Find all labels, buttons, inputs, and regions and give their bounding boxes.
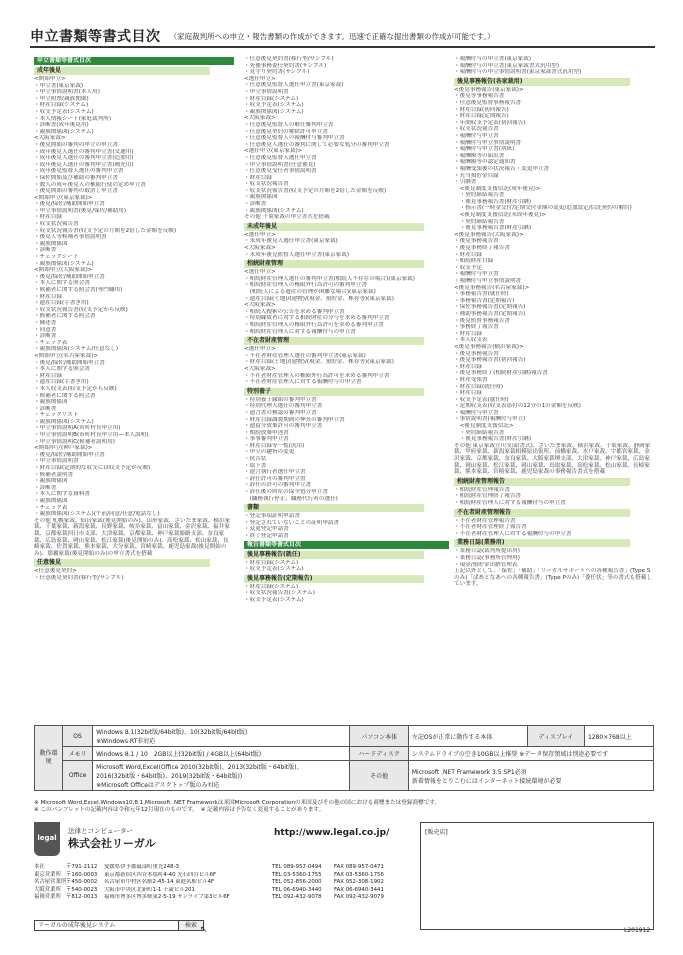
list-item: ・収支予定表(システム) (244, 566, 304, 573)
list-item: ・相続財産管理人に対する報酬付与の申立書 (244, 328, 356, 335)
office-value: Microsoft Word,Excel(Office 2010(32bit版)、2013(32bit版・64bit版)、 2016(32bit版・64bit版)、2019(32bit版・64bit版)) ※Microsoft Officeはデスクトップ版のみ対応 (93, 761, 350, 791)
list-item: ・後見事務報告書(初回報告) (454, 357, 526, 364)
list-item: ・陳述書 (34, 319, 57, 326)
list-item: ・成年後見人選任の審判申立書(追加用) (34, 155, 134, 162)
office-name: 大阪営業所 (34, 886, 61, 893)
section-heading: 不在者財産管理 (244, 337, 424, 345)
list-item: ・事情説明書(報酬付与申立) (454, 416, 526, 423)
office-name: 福岡営業所 (34, 894, 61, 901)
list-item: <開始申立(大阪家裁)> (34, 267, 93, 274)
list-item: ・財産目録 (454, 390, 482, 397)
list-item: <選任申立> (244, 75, 276, 82)
list-item: ・収支状況報告書(収支予定の月額を2倍した金額を反映) (244, 187, 387, 194)
list-item: ・収支状況報告書 (34, 221, 79, 228)
list-item: <後見制度支援信託> (454, 423, 514, 430)
list-item: ・年間収支予定表(初回報告) (454, 119, 526, 126)
list-item: ・チェック表 (34, 339, 68, 346)
list-item: ・申立事情説明書 (244, 88, 289, 95)
list-item: ・見守り契約書(サンプル) (244, 69, 310, 76)
office-address: 愛媛県伊予郡砥部町重光248-3 (104, 864, 179, 870)
list-item: ・任意後見受任者事情説明書 (244, 168, 317, 175)
list-item: ・診断書 (34, 484, 57, 491)
list-item: ・後見開始の審判の申立の申立書 (34, 141, 118, 148)
office-zip: 〒812-0013 (66, 894, 98, 901)
list-item: ・財産目録 (454, 330, 482, 337)
list-item: ・本人に関する資料書 (34, 491, 90, 498)
list-item: <選任申立> (244, 269, 276, 276)
list-item: ・事務報告書(就任時) (454, 291, 509, 298)
list-item: ・報酬受領後の状況報告・変更申立書 (454, 165, 550, 172)
office-row (34, 864, 444, 872)
office-row (34, 879, 444, 887)
list-item: ・終了登記申請書 (244, 533, 289, 539)
list-item: <大阪家裁> (244, 365, 276, 372)
list-item: ・後見事務終了報告書 (454, 245, 510, 252)
list-item: ・契約締結報告書 (454, 429, 505, 436)
list-item: 上記以外として、「保佐」「補助」「リーガルサポートへの各種報告書」(Type Sのみ)「ぱあとなあへの各種報告書」(Type Pのみ)「委任状」等の書式も搭載しています。 (454, 568, 652, 588)
list-item: ・財産目録(土地)/(建物)/(現金、預貯金、株券等)(東京家裁) (244, 359, 394, 366)
list-item: ・契約締結報告書 (454, 218, 505, 225)
list-item: ・収支状況報告書(収支予定から反映) (34, 306, 128, 313)
company-logo: legal (34, 822, 60, 856)
list-item: <後見事務報告(大阪家裁)> (454, 231, 524, 238)
system-requirements-table (34, 725, 654, 791)
env-label: 動作環境 (35, 726, 63, 791)
list-item: <後見事務報告(横浜家裁)> (454, 343, 524, 350)
list-item: ・後見/保佐/補助開始申立書 (34, 273, 105, 280)
footnote: ※ Microsoft Word,Excel,Windows10,8.1,Microsoft .NET Frameworkは米国Microsoft Corporationの米国及びその他の国における商標または登録商標です。 (34, 800, 440, 806)
list-item: ・申立の趣旨の変更 (244, 449, 295, 456)
list-item: ・相続財産管理人に対する報酬付与の申立書 (454, 500, 566, 506)
list-item: ・後見/保佐/補助開始申立書 (34, 201, 105, 208)
other-value: Microsoft .NET Framework 3.5 SP1必須 新着情報をとりこむにはインターネット接続環境が必要 (408, 761, 653, 791)
office-tel: TEL 052-856-2000 (272, 879, 322, 886)
list-item: <大阪家裁> (34, 135, 66, 142)
dealer-label: [販売店] (425, 829, 448, 836)
list-item: <後見事務報告(東京家裁)> (454, 86, 524, 93)
list-item: ・後見/保佐/補助開始申立書 (34, 451, 105, 458)
page-subtitle: （家庭裁判所への申立・報告書類の作成ができます。迅速で正確な提出書類の作成が可能です。） (169, 32, 495, 41)
list-item: ・補助事務報告書(定期報告) (454, 310, 526, 317)
list-item: ・相続財産管理終了報告書 (454, 493, 522, 500)
list-item: ・財産目録(初回報告) (454, 106, 509, 113)
search-input[interactable]: リーガルの成年後見システム (34, 920, 204, 931)
office-tel: TEL 092-432-9078 (272, 894, 322, 901)
list-item: ・特別代理人選任の審判申立書 (244, 403, 323, 410)
section-heading: 未成年後見 (244, 223, 424, 231)
list-item: ・報酬付与の申立書(東京家裁書式汎用型) (454, 62, 560, 69)
list-item: ・報酬付与申立書 (454, 132, 499, 139)
list-item: ・報酬付与申立書 (454, 271, 499, 278)
list-item: ・申立書(東京家裁) (34, 82, 84, 89)
list-item: ・任意後見契約書(移行型/サンプル) (34, 574, 124, 581)
pc-value: 左記OSが正常に動作する本体 (408, 726, 527, 747)
office-address: 東京都新宿区四谷本塩町4-40 光石四谷ビル6F (104, 871, 217, 878)
list-item: ・収支予定表(システム) (244, 596, 304, 603)
company-url[interactable]: http://www.legal.co.jp/ (274, 828, 390, 838)
list-item: ・チェックリスト (34, 412, 79, 419)
list-item: ・親族関係図(システム) (244, 207, 304, 214)
list-item: ・遺産目録(手書き用) (34, 300, 89, 307)
list-item: ・成年後見監督人選任の審判申立書 (34, 168, 124, 175)
list-item: ・後見等事務報告書 (454, 93, 505, 100)
list-item: ・財産目録 (34, 293, 62, 300)
list-item: ・不在者財産管理人選任の審判申立書(東京家裁) (244, 352, 366, 359)
list-item: (相続人による遺産の管理が困難な場合)(東京家裁) (244, 289, 376, 295)
office-tel: TEL 089-957-0494 (272, 864, 322, 870)
list-item: ・候補者に関する照会書 (34, 392, 96, 399)
list-item: <後見事務報告(名古屋家裁)> (454, 284, 530, 291)
os-value: Windows 8.1(32bit版/64bit版)、10(32bit版/64bit版) ※Windows RT非対応 (93, 726, 350, 747)
list-item: ・成年後見人選任の審判申立書(交通用) (34, 148, 134, 155)
office-name: 東京営業所 (34, 871, 61, 878)
list-item: ・申立附票(親族関係) (34, 95, 89, 102)
office-address: 大阪市中央区北新町1-1 千歳ビル201 (104, 886, 195, 893)
footnote: ※ このパンフレットの記載内容は令和元年12月現在のものです。 ※ 記載内容は予告なく変更することがあります。 (34, 807, 325, 813)
section-heading: 業務日誌(業務用) (454, 539, 630, 547)
list-item: ・親族関係図(システム) (34, 260, 94, 267)
list-item: ・特別縁故者に対する相続財産の分与を求める審判申立書 (244, 315, 390, 322)
section-heading: 不在者財産管理報告 (454, 509, 630, 517)
list-item: <後見制度支援信託(未成年後見)> (454, 212, 547, 219)
office-address: 名古屋市中村区名駅2-45-14 東進名駅ビル4F (104, 879, 215, 886)
list-item: ・収支状況報告書 (244, 181, 289, 188)
list-item: ・数人の成年後見人の権限行使の定め申立書 (34, 181, 146, 188)
list-item: ・親族関係図 (244, 194, 278, 201)
list-item: ・親族関係図(システム) (34, 418, 94, 425)
list-item: ・親族関係図(システム/任意なし) (34, 346, 119, 353)
list-item: ・登記されていないことの証明申請書 (244, 519, 340, 526)
list-item: ・財産目録 (454, 363, 482, 370)
office-name: 本社 (34, 864, 45, 870)
list-item: ・報酬付与申立事情説明書 (454, 278, 522, 284)
list-item: ・報酬付与の申立事情説明書(東京家裁書式汎用型) (454, 69, 582, 76)
list-item: ・本人収支表 (454, 337, 488, 344)
list-item: ・チェックシート (34, 254, 79, 261)
list-item: ・抗告状 (244, 456, 267, 463)
list-item: ・報酬付与申立書(別紙) (454, 146, 515, 153)
list-item: <選任申立(東京家裁)> (244, 148, 303, 155)
list-item: ・報酬付与申立書 (454, 409, 499, 416)
list-item: ・申立事情説明B(市町村長申立用―本人説明) (34, 432, 149, 439)
list-item: ・辞任許可の審判申立書 (244, 475, 306, 482)
catalog-column-3 (454, 56, 654, 716)
list-item: ・後見事務報告書 (454, 238, 499, 245)
list-item: ・親族関係図(システム) (34, 128, 94, 135)
list-item: ・辞任の許可の審判申立書 (244, 482, 312, 489)
list-item: ・後見事務報告書(財産引継) (454, 225, 532, 232)
list-item: ・親族関係図(システム)(午前/同意/任意/電話なし) (34, 511, 160, 518)
list-item: ・任意後見監督人選任申立書 (244, 154, 317, 161)
list-item: ・引継書 (454, 179, 477, 186)
list-item: ・収支状況報告書 (454, 126, 499, 133)
list-item: <開始申立(東京家裁)> (34, 194, 93, 201)
list-item: ・申立事情説明書(本人用) (34, 89, 100, 96)
list-item: ・後見開始の審判の取消し申立書 (34, 188, 118, 195)
list-item: ・不在者財産管理終了報告書 (454, 524, 527, 531)
section-heading: 後見事務報告(各家裁用) (454, 78, 630, 86)
memory-label: メモリ (63, 747, 93, 761)
office-zip: 〒160-0003 (66, 871, 98, 878)
list-item: ・遺留分放棄許可の審判申立書 (244, 423, 323, 430)
list-item: ・財産目録 (34, 372, 62, 379)
pc-label: パソコン本体 (350, 726, 408, 747)
office-zip: 〒791-2112 (66, 864, 98, 870)
memory-value: Windows 8.1 / 10 2GB以上(32bit版) / 4GB以上(64bit版) (93, 747, 350, 761)
list-item: ・財産目録(定期的な収支には収支予定が反映) (34, 465, 151, 472)
list-item: <開始申立(名古屋家裁)> (34, 352, 99, 359)
list-item: ・親族関係図 (34, 498, 68, 504)
office-fax: FAX 092-432-9079 (334, 894, 384, 901)
catalog-column-1 (34, 56, 234, 716)
list-item: ・任意後見人選任の審判に関して必要な処分の審判申立書 (244, 141, 390, 148)
list-item: ・遺言書の検認の審判申立書 (244, 409, 317, 416)
list-item: ・遺産目録(手書き用) (34, 379, 89, 386)
list-item: ・収支状況報告書(収支予定の月額を2倍した金額を反映) (34, 227, 177, 234)
list-item: ・診断書 (34, 405, 57, 412)
list-item: ・親族関係図 (34, 240, 68, 247)
list-item: ・指示書(一時金交付/定期交付金額の変更/追加設定/信託契約の解約) (454, 205, 632, 212)
list-item: ・報酬付与の申立書(東京家裁) (454, 56, 532, 62)
office-fax: FAX 06-6940-3441 (334, 886, 384, 893)
list-item: ・任意後見監督人の解任審判申立書 (244, 121, 334, 128)
list-item: ・業務日誌(事務所管理用) (454, 554, 520, 561)
list-item: <開始申立(神戸家裁)> (34, 445, 93, 452)
display-label: ディスプレイ (527, 726, 584, 747)
office-label: Office (63, 761, 93, 791)
dealer-box (420, 822, 654, 930)
section-heading: 後見事務報告(定期報告) (244, 575, 424, 583)
list-item: ・財産目録(システム) (244, 95, 299, 102)
list-item: ・死後事務委任契約書(サンプル) (244, 62, 327, 69)
list-item: ・相続財産管理人の権限外行為許可を求める審判申立書 (244, 321, 384, 328)
list-item: <大阪家裁> (244, 115, 276, 122)
office-fax: FAX 089-957-0471 (334, 864, 384, 870)
other-label: その他 (350, 761, 408, 791)
section-heading: 成年後見 (34, 67, 210, 75)
list-item: ・定期収支表(収支表添付の12分の1の金額を反映) (454, 403, 581, 410)
office-zip: 〒450-0002 (66, 879, 98, 886)
list-item: ・収支予定表(システム) (244, 102, 304, 109)
list-item: ・後見/保佐/補助開始申立書 (34, 359, 105, 366)
list-item: ・収支予定表(就任時) (454, 396, 509, 403)
list-item: ・候補者に関する照会書(専門職用) (34, 287, 123, 293)
list-item: ・財産目録 (34, 214, 62, 221)
section-heading: 相続財産管理報告 (454, 478, 630, 486)
office-zip: 〒540-0023 (66, 886, 98, 893)
list-item: ・相続財産管理人の権限外行為許可の審判申立書 (244, 282, 368, 289)
list-item: その他 千葉家裁の申立書式を搭載 (244, 214, 330, 221)
office-list (34, 864, 444, 902)
list-item: ・申立事情説明A(市町村長申立用) (34, 425, 121, 432)
office-name: 名古屋営業所 (34, 879, 67, 886)
list-item: ・親族関係図 (34, 399, 68, 406)
list-item: ・財産受領書 (454, 376, 488, 383)
list-item: ・候補者に関する照会書 (34, 313, 96, 320)
list-item: ・未成年後見監督人選任申立書(東京家裁) (244, 251, 350, 258)
list-item: ・業務日誌(裁判所提出用) (454, 548, 520, 555)
list-item: ・任意後見監督人選任申立書(東京家裁) (244, 82, 344, 89)
list-item: ・財産目録(システム) (34, 102, 89, 109)
list-item: ・財産目録(就任時) (454, 383, 504, 390)
list-item: <選任申立> (244, 346, 276, 353)
list-item: ・財産目録 (454, 251, 482, 258)
list-item: ・不在者財産管理人の権限外行為許可を求める審判申立書 (244, 372, 390, 379)
list-item: ・本人情報シート(家庭裁判所) (34, 115, 112, 122)
list-item: ・不在者財産管理人に対する報酬付与の申立書 (244, 379, 362, 386)
list-item: ・後見人等候補者事情説明書 (34, 234, 107, 241)
section-heading: 後見事務報告(就任) (244, 551, 424, 559)
list-item: ・候補者説明書 (34, 471, 74, 478)
office-fax: FAX 052-308-1902 (334, 879, 384, 886)
list-item: ・任意後見監督事務報告書 (454, 99, 522, 106)
list-item: ・財産目録 (244, 174, 272, 181)
section-heading: 任意後見 (34, 559, 210, 567)
list-item: ・診断書 (34, 333, 57, 340)
list-item: ・診断書 (34, 247, 57, 254)
list-item: ・任意後見契約の解除許可申立書 (244, 128, 328, 135)
list-item: ・報酬額等の届出書 (454, 152, 505, 159)
list-item: ・親族関係図(システム) (244, 108, 304, 115)
list-item: ・財産目録(システム) (244, 559, 299, 566)
list-item: ・不在者財産管理人に対する報酬付与の申立書 (454, 530, 572, 537)
list-item: ・契約締結報告書 (454, 192, 505, 199)
list-item: ・遺産目録(土地)/(建物)/(現金、預貯金、株券等)(東京家裁) (244, 295, 394, 302)
list-item: ・保佐開始及び補助の審判申立書 (34, 174, 118, 181)
harddisk-label: ハードディスク (350, 747, 408, 761)
list-item: ・後見事務報告書 (454, 350, 499, 357)
office-address: 福岡市博多区博多駅東2-5-19 サンライフ第3ビル6F (104, 894, 230, 901)
list-item: ・本人収支表(収支予定から反映) (34, 385, 117, 392)
list-item: ・チェック表 (34, 504, 68, 511)
company-slogan: 法律とコンピューター (68, 827, 133, 835)
list-item: ・後見事務終了(相続財産引継)報告書 (454, 370, 548, 377)
catalog-header: 申立書類等書式目次 (34, 57, 234, 65)
section-heading: 特別養子 (244, 388, 424, 396)
page-header (30, 26, 655, 48)
list-item: ・申立事情説明書(後見/保佐/補助用) (34, 207, 127, 214)
list-item: ・変更登記申請書 (244, 526, 289, 533)
list-item: ・後見事務報告書(財産引継) (454, 436, 532, 443)
list-item: ・後見監督事務報告書 (454, 317, 510, 324)
list-item: ・親族関係図 (34, 478, 68, 485)
catalog-header: 報告書類等書式目次 (244, 541, 449, 549)
list-item: ・登記事項証明申請書 (244, 513, 300, 520)
list-item: ・収支状況報告書(システム) (244, 590, 315, 597)
list-item: ・事務終了報告書 (454, 324, 499, 331)
list-item: ・取下書 (244, 462, 267, 469)
list-item: ・充当預貯金目録 (454, 172, 499, 179)
office-tel: TEL 06-6940-3440 (272, 886, 322, 893)
list-item: ・財産目録(システム) (244, 583, 299, 590)
search-button[interactable]: 検索 (178, 920, 204, 931)
list-item: <開始申立> (34, 76, 66, 82)
list-item: ・相続財産目録 (454, 258, 494, 265)
list-item: (職務執行停止、職務代行者の選任) (244, 495, 338, 502)
office-fax: FAX 03-5360-1756 (334, 871, 384, 878)
office-tel: TEL 03-5360-1755 (272, 871, 322, 878)
section-heading: 相続財産管理 (244, 260, 424, 268)
list-item: ・本人に関する照会書 (34, 366, 90, 373)
list-item: <選任申立> (244, 231, 276, 238)
list-item: <大阪家裁> (244, 245, 276, 252)
list-item: ・報酬付与申立事情説明書 (454, 139, 522, 146)
list-item: ・後見事務報告書(財産引継) (454, 198, 532, 205)
list-item: ・同意書 (34, 326, 57, 333)
list-item: <後見制度支援信託(成年後見)> (454, 185, 541, 192)
list-item: <大阪家裁> (244, 302, 276, 309)
harddisk-value: システムドライブの空き10GB以上推奨 ※データ保存領域は別途必要です (408, 747, 653, 761)
list-item: ・財産目録調製期間の伸長の審判申立書 (244, 416, 345, 423)
list-item: ・成年後見人選任の審判申立書(補充用) (34, 161, 134, 168)
cursor-icon: ↖ (200, 925, 208, 935)
list-item: <任意後見契約> (34, 568, 77, 575)
list-item: ・申立事情説明書(任意後見) (244, 161, 316, 168)
list-item: ・事事審判申立書 (244, 436, 289, 443)
list-item: その他 東京家裁立川支部(書式)、さいたま家裁、横浜家裁、千葉家裁、静岡家裁、甲府家裁、新潟家裁相模原出張所、前橋家裁、水戸家裁、宇都宮家裁、金沢家裁、京都家裁、奈良家裁、大阪家裁堺支部、大津家裁、神戸家裁、広島家裁、岡山家裁、松江家裁、岡山家裁、鳥取家裁、高松家裁、松山家裁、長崎家裁、熊本家裁、宮崎家裁、鹿児島家裁の事務報告書式を搭載 (454, 442, 651, 476)
list-item: ・報酬額等の認定通知書 (454, 159, 516, 166)
list-item: ・保佐事務報告書(定期報告) (454, 304, 526, 311)
document-code: L201912 (624, 927, 651, 934)
office-row (34, 894, 444, 902)
list-item: ・収支予定 (454, 264, 482, 271)
list-item: ・不在者財産管理報告書 (454, 517, 516, 524)
list-item: ・収支予定表(システム) (34, 108, 94, 115)
footnotes (34, 800, 654, 814)
list-item: ・事務報告書(定期報告) (454, 297, 515, 304)
list-item: ・申立事情説明書 (34, 458, 79, 465)
list-item: ・本人に関する照会書 (34, 280, 90, 287)
list-item: ・辞任後の財産の保全処分申立書 (244, 489, 328, 496)
catalog-columns (34, 56, 654, 716)
list-item: ・財産目録(定期報告) (454, 113, 509, 120)
list-item: ・財産目録等一覧(汎用) (244, 442, 305, 449)
list-item: ・相続財産管理人選任の審判申立書(相続人不存在の場合)(東京家裁) (244, 275, 415, 282)
list-item: ・現金/預貯金出納管理表 (454, 561, 518, 568)
list-item: ・任意後見契約書(移行型/サンプル) (244, 56, 334, 62)
display-value: 1280×768以上 (584, 726, 653, 747)
list-item: ・相続放棄申述書 (244, 429, 289, 436)
list-item: ・相続人捜索の公告を求める審判申立書 (244, 308, 345, 315)
page-title: 申立書類等書式目次 (30, 29, 161, 45)
os-label: OS (63, 726, 93, 747)
list-item: ・申立事情説明C(候補者説明用) (34, 438, 115, 445)
list-item: ・任意後見監督人の報酬付与審判申立書 (244, 135, 345, 142)
company-name: 株式会社リーガル (68, 837, 156, 850)
list-item: その他 札幌家裁、仙台家裁(後見開始のみ)、山形家裁、さいたま家裁、横浜家裁、千葉家裁、新潟家裁、長野家裁、岐阜家裁、富山家裁、金沢家裁、福井家裁、京都家裁四日市支部、大津家裁、京都家裁、神戸家裁姫路支部、奈良家裁、広島家裁、岡山家裁、松江家裁(後見開始のみ)、高松家裁、松山家裁、長崎家裁、佐賀家裁、熊本家裁、大分家裁、宮崎家裁、鹿児島家裁(後見開始のみ)、那覇家裁(後見開始のみ)の申立書式を搭載 (34, 517, 231, 557)
list-item: ・未成年後見人選任申立書(東京家裁) (244, 238, 338, 245)
list-item: ・診断書 (244, 201, 267, 208)
list-item: ・相続財産管理報告書 (454, 486, 510, 493)
section-heading: 書類 (244, 504, 424, 512)
list-item: ・遺言執行者選任申立書 (244, 469, 306, 476)
list-item: ・特別養子縁組の審判申立書 (244, 396, 317, 403)
catalog-column-2 (244, 56, 449, 716)
list-item: ・診断書(成年後見用) (34, 122, 89, 129)
